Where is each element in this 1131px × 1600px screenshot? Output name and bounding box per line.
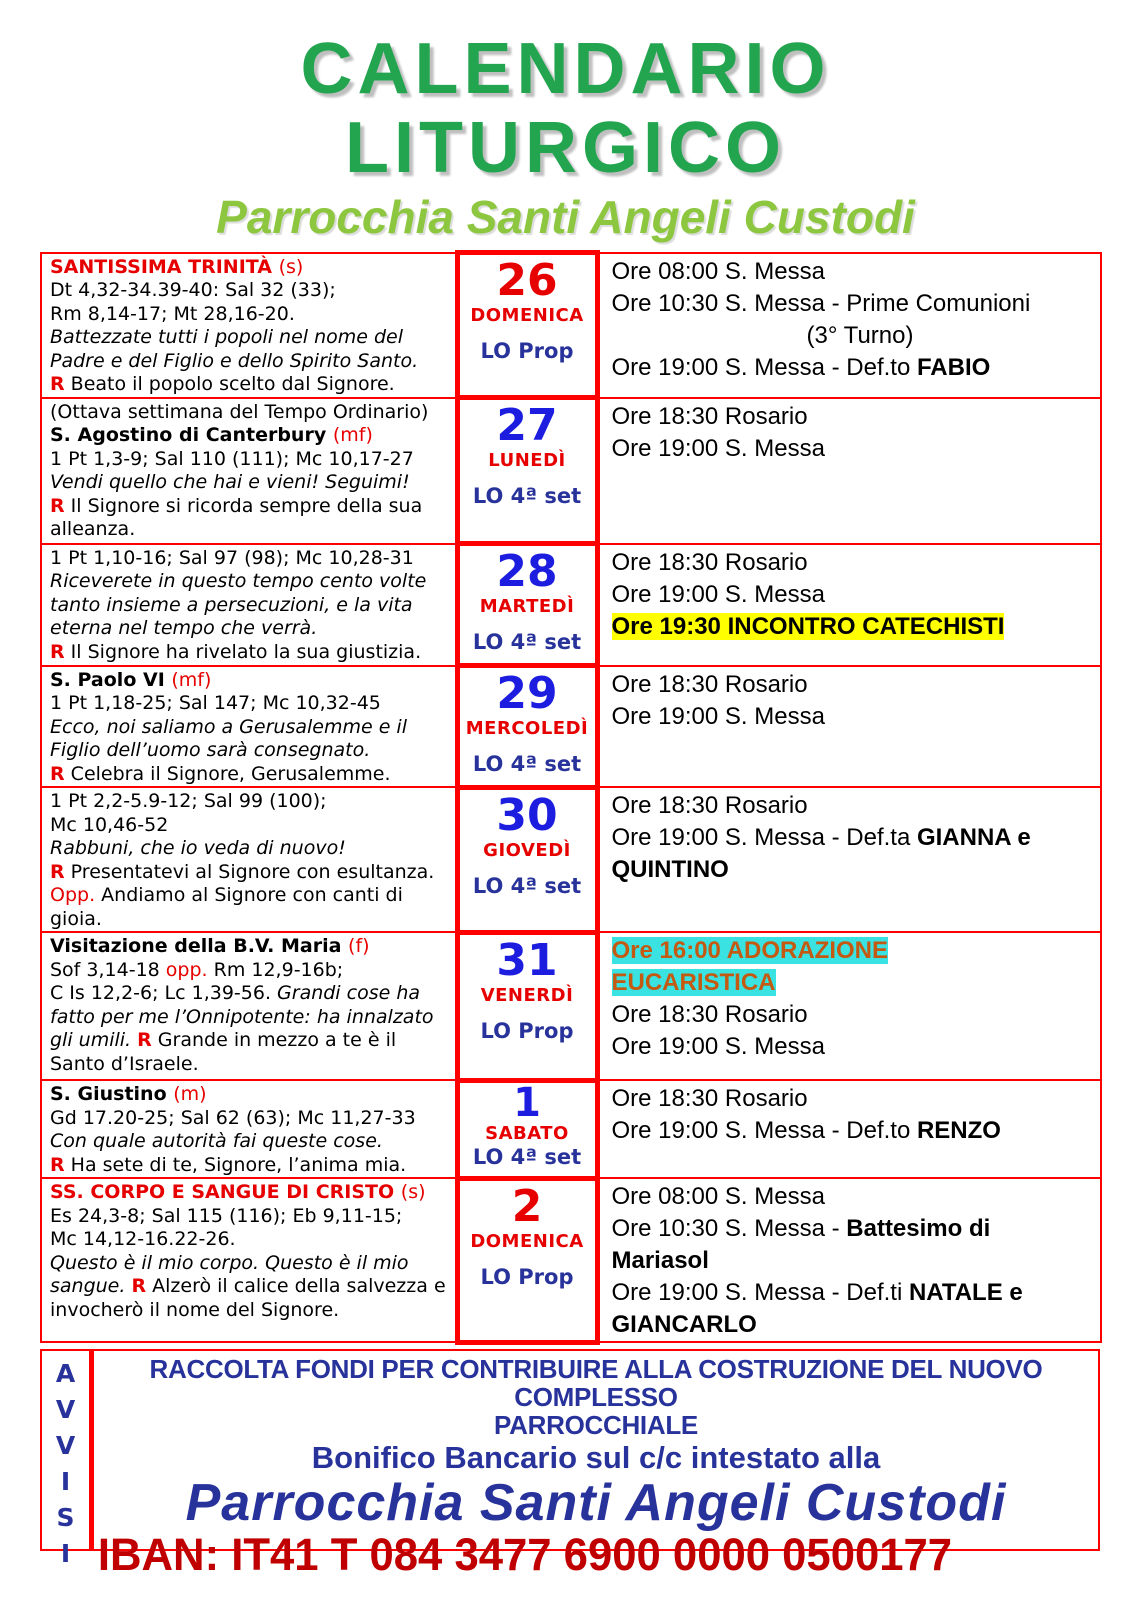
notice-content [94,1351,1098,1580]
fundraising-line-2: PARROCCHIALE [494,1409,698,1440]
text-segment: Rm 12,9-16b; [207,958,344,981]
text-segment: Ore 18:30 Rosario [611,402,808,430]
liturgy-line [50,669,451,693]
event-line [612,1083,1095,1115]
weekday-label: MARTEDÌ [479,596,575,617]
text-segment: (Ottava settimana del Tempo Ordinario) [50,400,429,423]
event-line [612,256,1095,288]
deceased-name: QUINTINO [611,856,729,883]
liturgy-line [50,448,451,472]
deceased-name: NATALE e [908,1279,1023,1306]
text-segment: 1 Pt 1,18-25; Sal 147; Mc 10,32-45 [50,692,381,714]
fundraising-line-1: RACCOLTA FONDI PER CONTRIBUIRE ALLA COSTRUZIONE DEL NUOVO COMPLESSO [149,1353,1043,1412]
text-segment: Celebra il Signore, Gerusalemme. [64,762,391,785]
day-cell [457,932,597,1080]
highlighted-event: Ore 16:00 ADORAZIONE [611,937,889,964]
liturgy-line [50,1252,451,1323]
liturgy-cell [41,253,457,398]
event-line [612,579,1095,611]
highlighted-event: Ore 19:30 INCONTRO CATECHISTI [611,612,1005,640]
feast-rank: (s) [278,255,304,278]
liturgy-line [50,861,451,885]
event-line [612,1115,1095,1147]
event-line [612,1309,1095,1341]
gospel-quote: Rabbuni, che io veda di nuovo! [50,837,346,859]
text-segment: Ore 19:00 S. Messa [611,580,825,608]
day-cell [457,398,597,544]
day-number: 30 [496,789,558,841]
day-number: 2 [511,1180,543,1232]
text-segment: 1 Pt 2,2-5.9-12; Sal 99 (100); [50,790,327,812]
notice-box [40,1349,1100,1580]
events-cell [597,787,1101,932]
deceased-name: FABIO [916,353,991,381]
event-line [612,433,1095,465]
text-segment: C Is 12,2-6; Lc 1,39-56. [50,982,278,1004]
text-segment: Ore 08:00 S. Messa [611,257,825,285]
calendar-row [41,398,1101,544]
text-segment: Ore 18:30 Rosario [611,1001,808,1028]
day-number: 28 [496,546,558,597]
calendar-row [41,932,1101,1080]
feast-title: SS. CORPO E SANGUE DI CRISTO [50,1181,401,1203]
iban-line: IBAN: IT41 T 084 3477 6900 0000 0500177 [97,1528,953,1580]
text-segment: Presentatevi al Signore con esultanza. [64,860,435,883]
text-segment: Ore 19:00 S. Messa [611,434,825,462]
liturgy-line [50,837,451,861]
liturgy-hours-label: LO 4ª set [472,1144,582,1169]
liturgy-line [50,959,451,983]
events-cell [597,932,1101,1080]
events-cell [597,398,1101,544]
liturgy-hours-label: LO Prop [480,339,574,363]
liturgy-line [50,471,451,495]
liturgy-hours-label: LO 4ª set [472,752,582,776]
liturgy-line [50,692,451,716]
liturgy-line [50,1083,451,1107]
day-cell [457,544,597,666]
text-segment: Ore 19:00 S. Messa - Def.to [611,1117,917,1144]
event-line [612,1181,1095,1213]
events-cell [597,1178,1101,1342]
liturgy-cell [41,1080,457,1178]
deceased-name: GIANCARLO [611,1311,757,1338]
event-line [612,790,1095,822]
event-line [612,401,1095,433]
liturgy-cell [41,398,457,544]
text-segment: Mc 14,12-16.22-26. [50,1228,236,1250]
liturgy-line [50,326,451,373]
gospel-quote: Vendi quello che hai e vieni! Seguimi! [50,471,410,493]
text-segment: Ore 10:30 S. Messa - [611,1215,847,1242]
event-line [612,1277,1095,1309]
text-segment: 1 Pt 1,10-16; Sal 97 (98); Mc 10,28-31 [50,546,414,569]
baptism-name: Battesimo di Mariasol [611,1215,991,1274]
liturgy-line [50,424,451,448]
text-segment: Ore 19:00 S. Messa [611,702,825,730]
responsorial-marker: R [50,762,65,785]
gospel-quote: Questo è il mio corpo. Questo è il mio sangue. [50,1251,409,1297]
text-segment: Ore 19:00 S. Messa - Def.ta [611,824,917,851]
calendar-table [40,250,1102,1345]
text-segment: Mc 10,46-52 [50,813,169,836]
responsorial-marker: R [50,860,65,883]
calendar-row [41,1178,1101,1342]
text-segment: Ore 19:00 S. Messa - Def.to [611,353,917,381]
event-line [612,547,1095,579]
text-segment: Ore 18:30 Rosario [611,792,808,819]
day-number: 1 [513,1079,541,1126]
liturgy-line [50,763,451,787]
feast-rank: (mf) [171,668,212,691]
avvisi-sidebar [42,1351,94,1575]
text-segment: Grande in mezzo a te è il Santo d’Israele. [50,1029,397,1075]
event-line [612,1031,1095,1063]
liturgy-line [50,303,451,327]
liturgy-line [50,1154,451,1178]
liturgy-line [50,1130,451,1154]
liturgy-line [50,279,451,303]
liturgy-line [50,256,451,280]
liturgy-line [50,884,451,931]
calendar-row [41,666,1101,788]
text-segment: Ore 18:30 Rosario [611,670,808,698]
day-cell [457,1178,597,1342]
calendar-row [41,787,1101,932]
calendar-row [41,544,1101,666]
feast-title: Visitazione della B.V. Maria [50,935,349,957]
deceased-name: GIANNA e [916,824,1031,851]
day-cell [457,253,597,398]
liturgy-line [50,716,451,763]
weekday-label: VENERDÌ [480,984,574,1006]
liturgy-hours-label: LO 4ª set [472,630,582,654]
day-number: 31 [496,934,558,986]
liturgy-cell [41,787,457,932]
responsorial-marker: R [131,1275,147,1297]
liturgy-line [50,1228,451,1252]
event-line [612,611,1095,643]
event-line [612,1213,1095,1277]
liturgy-line [50,814,451,838]
liturgy-line [50,641,451,665]
text-segment: Sof 3,14-18 [50,958,166,981]
liturgy-line [50,401,451,425]
event-line [612,701,1095,733]
day-number: 27 [496,400,558,451]
liturgy-line [50,982,451,1076]
text-segment: (3° Turno) [806,321,914,349]
event-line [612,967,1095,999]
title-line-1: CALENDARIO [300,29,831,109]
text-segment: Ore 19:00 S. Messa [611,1033,825,1060]
event-line [612,854,1095,886]
responsorial-marker: R [50,1153,65,1176]
liturgy-line [50,1181,451,1205]
text-segment: Gd 17.20-25; Sal 62 (63); Mc 11,27-33 [50,1106,416,1129]
calendar-row [41,253,1101,398]
parish-subtitle: Parrocchia Santi Angeli Custodi [216,191,915,243]
liturgy-line [50,790,451,814]
text-segment: Andiamo al Signore con canti di gioia. [50,884,403,930]
liturgy-line [50,570,451,641]
weekday-label: GIOVEDÌ [483,839,571,861]
text-segment: Rm 8,14-17; Mt 28,16-20. [50,302,295,325]
feast-title: S. Giustino [50,1083,174,1105]
text-segment: Ore 19:00 S. Messa - Def.ti [611,1279,909,1306]
responsorial-marker: R [50,494,65,517]
events-cell [597,666,1101,788]
page-title [0,0,1131,188]
avvisi-label: AVVISI [51,1358,80,1575]
events-cell [597,1080,1101,1178]
feast-rank: (m) [173,1083,207,1105]
event-line [612,352,1095,384]
day-number: 26 [496,255,558,306]
feast-rank: (mf) [332,424,373,446]
events-cell [597,253,1101,398]
event-line [612,822,1095,854]
responsorial-marker: R [50,640,65,663]
liturgy-hours-label: LO 4ª set [472,484,582,508]
feast-title: SANTISSIMA TRINITÀ [50,255,279,278]
event-line [612,999,1095,1031]
text-segment: Ore 18:30 Rosario [611,1085,808,1112]
liturgy-line [50,373,451,397]
highlighted-event: EUCARISTICA [611,969,776,996]
gospel-quote: Battezzate tutti i popoli nel nome del Padre e del Figlio e dello Spirito Santo. [50,326,419,372]
events-cell [597,544,1101,666]
liturgy-cell [41,666,457,788]
text-segment: Dt 4,32-34.39-40: Sal 32 (33); [50,279,336,301]
day-cell [457,787,597,932]
calendar-row [41,1080,1101,1178]
feast-rank: (s) [400,1181,426,1203]
weekday-label: DOMENICA [470,305,584,326]
weekday-label: DOMENICA [470,1230,584,1252]
feast-title: S. Agostino di Canterbury [50,424,333,446]
parish-name: Parrocchia Santi Angeli Custodi [185,1473,1007,1532]
text-segment: Ha sete di te, Signore, l’anima mia. [64,1153,407,1176]
text-segment: Ore 08:00 S. Messa [611,1183,825,1210]
liturgy-hours-label: LO Prop [480,1018,574,1043]
event-line [612,320,1095,352]
text-segment: Ore 10:30 S. Messa - Prime Comunioni [611,289,1031,317]
text-segment: Beato il popolo scelto dal Signore. [64,373,395,395]
weekday-label: SABATO [485,1122,569,1144]
gospel-quote: Grandi cose ha fatto per me l’Onnipotente: ha innalzato gli umili. [50,982,434,1051]
liturgy-line [50,1107,451,1131]
text-segment: 1 Pt 1,3-9; Sal 110 (111); Mc 10,17-27 [50,447,414,470]
text-segment: Ore 18:30 Rosario [611,548,808,576]
text-segment: Il Signore si ricorda sempre della sua alleanza. [50,494,423,540]
liturgy-cell [41,1178,457,1342]
deceased-name: RENZO [916,1117,1001,1144]
liturgy-hours-label: LO 4ª set [472,873,582,898]
title-line-2: LITURGICO [345,108,786,188]
alternative-marker: Opp. [50,884,96,906]
gospel-quote: Riceverete in questo tempo cento volte tanto insieme a persecuzioni, e la vita eterna nel tempo che verrà. [50,570,427,639]
liturgy-cell [41,544,457,666]
gospel-quote: Ecco, noi saliamo a Gerusalemme e il Figlio dell’uomo sarà consegnato. [50,715,407,761]
liturgy-line [50,495,451,542]
weekday-label: MERCOLEDÌ [465,718,589,739]
feast-title: S. Paolo VI [50,668,172,691]
liturgy-hours-label: LO Prop [480,1264,574,1289]
text-segment: Il Signore ha rivelato la sua giustizia. [64,640,422,663]
text-segment: Alzerò il calice della salvezza e invocherò il nome del Signore. [50,1275,446,1321]
responsorial-marker: R [50,373,65,395]
alternative-marker: opp. [165,958,208,981]
day-cell [457,666,597,788]
event-line [612,288,1095,320]
gospel-quote: Con quale autorità fai queste cose. [50,1130,383,1152]
text-segment: Es 24,3-8; Sal 115 (116); Eb 9,11-15; [50,1204,403,1227]
responsorial-marker: R [137,1029,152,1051]
liturgy-line [50,935,451,959]
bank-transfer-line: Bonifico Bancario sul c/c intestato alla [311,1439,881,1475]
day-cell [457,1080,597,1178]
liturgy-cell [41,932,457,1080]
event-line [612,669,1095,701]
liturgy-line [50,547,451,571]
feast-rank: (f) [348,935,370,957]
weekday-label: LUNEDÌ [488,450,566,471]
day-number: 29 [496,668,558,719]
event-line [612,935,1095,967]
liturgy-line [50,1205,451,1229]
